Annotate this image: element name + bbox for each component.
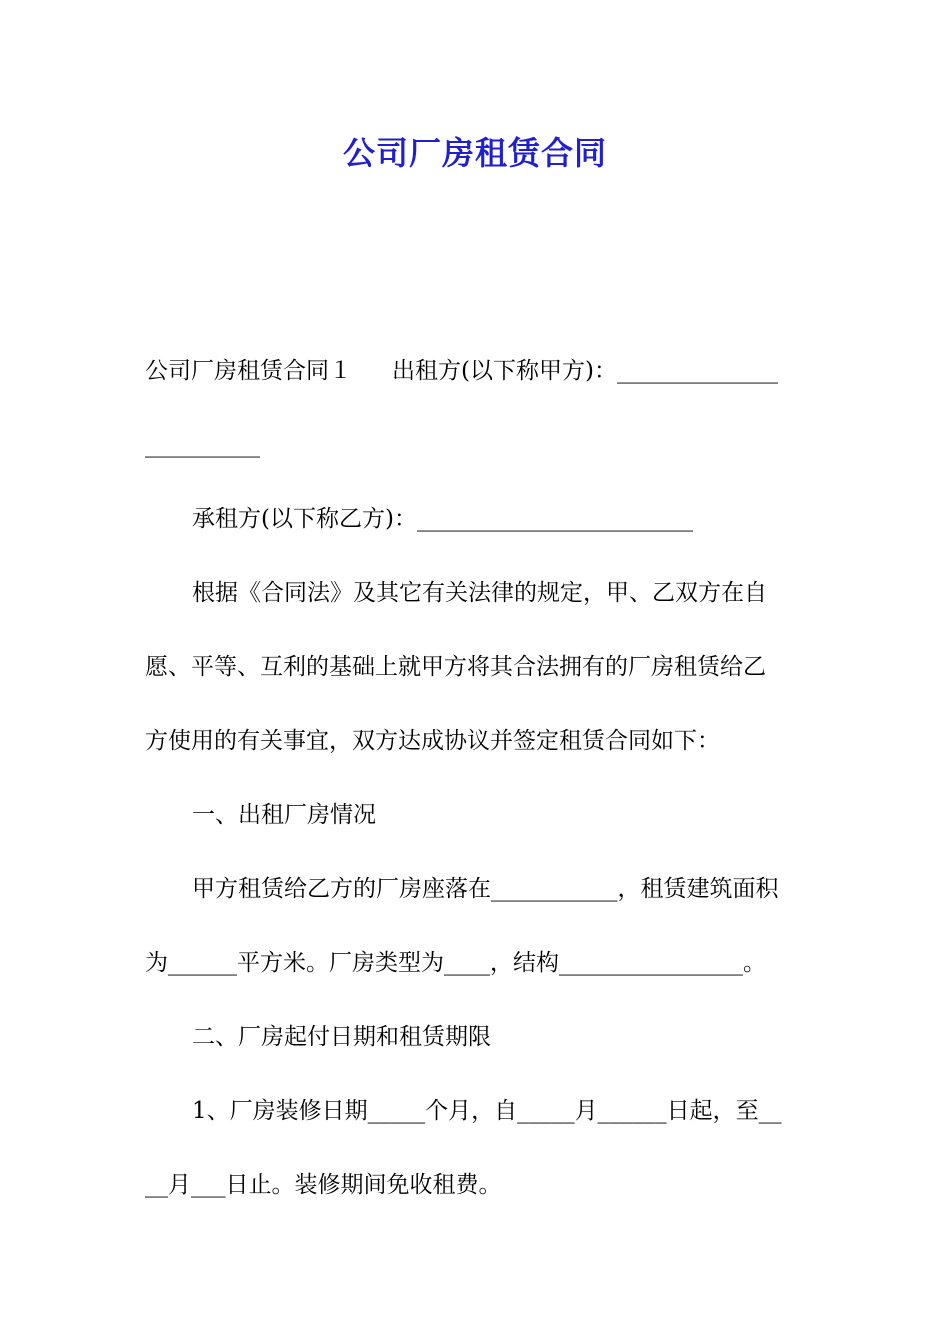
lessor-field: 出租方(以下称甲方)：______________	[392, 358, 778, 384]
paragraph-line: 根据《合同法》及其它有关法律的规定，甲、乙双方在自	[192, 580, 767, 606]
section-heading: 二、厂房起付日期和租赁期限	[192, 1024, 491, 1050]
paragraph-line: 甲方租赁给乙方的厂房座落在___________，租赁建筑面积	[192, 876, 779, 902]
section-heading: 一、出租厂房情况	[192, 802, 376, 828]
contract-heading: 公司厂房租赁合同１	[145, 358, 352, 384]
paragraph-line: __________	[145, 432, 260, 458]
paragraph-line: __月___日止。装修期间免收租费。	[145, 1172, 502, 1198]
paragraph-line: 1、厂房装修日期_____个月，自_____月______日起，至__	[192, 1098, 782, 1124]
paragraph-line: 方使用的有关事宜，双方达成协议并签定租赁合同如下：	[145, 728, 720, 754]
document-title: 公司厂房租赁合同	[342, 134, 607, 172]
paragraph-line: 为______平方米。厂房类型为____，结构________________。	[145, 950, 766, 976]
paragraph-line: 愿、平等、互利的基础上就甲方将其合法拥有的厂房租赁给乙	[145, 654, 766, 680]
paragraph-line	[145, 334, 807, 408]
document-body	[145, 334, 807, 1222]
paragraph-line: 承租方(以下称乙方)：________________________	[192, 506, 693, 532]
